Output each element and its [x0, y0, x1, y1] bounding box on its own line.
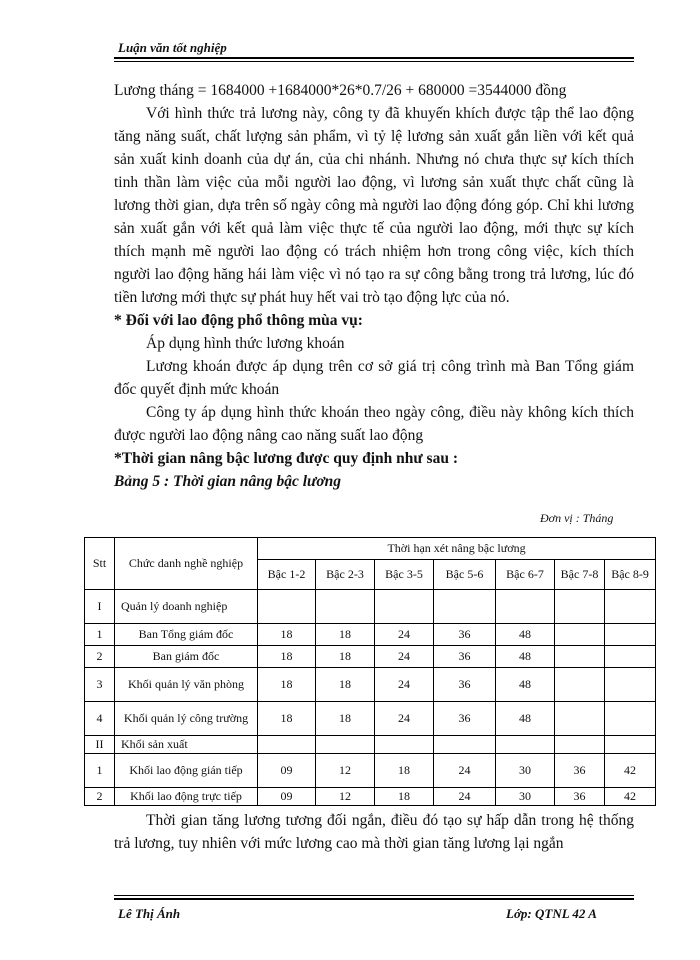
row-job-title: Ban giám đốc — [115, 646, 258, 668]
row-value: 24 — [434, 788, 496, 806]
row-value: 18 — [258, 702, 316, 736]
bottom-paragraph — [114, 809, 634, 855]
row-stt: I — [85, 590, 115, 624]
row-value: 18 — [316, 624, 375, 646]
row-value — [258, 590, 316, 624]
row-value: 18 — [316, 646, 375, 668]
row-value: 36 — [434, 646, 496, 668]
row-value: 36 — [434, 702, 496, 736]
row-value — [434, 736, 496, 754]
header-level: Bậc 1-2 — [258, 560, 316, 590]
header-level: Bậc 8-9 — [605, 560, 656, 590]
table-row — [85, 754, 656, 788]
row-job-title: Quản lý doanh nghiệp — [115, 590, 258, 624]
row-value: 36 — [555, 754, 605, 788]
table-row — [85, 668, 656, 702]
row-stt: 2 — [85, 646, 115, 668]
body-text — [114, 79, 634, 493]
row-job-title: Khối quản lý văn phòng — [115, 668, 258, 702]
heading-raise-time: *Thời gian nâng bậc lương được quy định như sau : — [114, 450, 458, 467]
row-job-title: Khối lao động gián tiếp — [115, 754, 258, 788]
row-value: 48 — [496, 624, 555, 646]
header-level: Bậc 6-7 — [496, 560, 555, 590]
row-value: 12 — [316, 754, 375, 788]
row-job-title: Khối quản lý công trường — [115, 702, 258, 736]
row-value — [605, 624, 656, 646]
row-value — [555, 646, 605, 668]
row-value: 24 — [375, 702, 434, 736]
row-value: 48 — [496, 668, 555, 702]
row-value: 36 — [434, 624, 496, 646]
row-value — [555, 668, 605, 702]
row-value — [605, 646, 656, 668]
footer-author: Lê Thị Ánh — [118, 906, 181, 921]
row-value: 24 — [434, 754, 496, 788]
row-stt: II — [85, 736, 115, 754]
row-value: 18 — [316, 668, 375, 702]
row-value: 18 — [258, 624, 316, 646]
table-row — [85, 624, 656, 646]
header-period-group: Thời hạn xét nâng bậc lương — [258, 538, 656, 560]
paragraph-4: Thời gian tăng lương tương đối ngắn, điều đó tạo sự hấp dẫn trong hệ thống trả lương, tuy nhiên với mức lương cao mà thời gian tăng lương lại ngắn — [114, 812, 634, 852]
row-value — [555, 590, 605, 624]
row-stt: 1 — [85, 624, 115, 646]
paragraph-3: Công ty áp dụng hình thức khoán theo ngày công, điều này không kích thích được người lao động nâng cao năng suất lao động — [114, 404, 634, 444]
row-value: 09 — [258, 788, 316, 806]
row-value — [555, 736, 605, 754]
footer-class: Lớp: QTNL 42 A — [506, 906, 597, 921]
row-stt: 4 — [85, 702, 115, 736]
line-apply-piecework: Áp dụng hình thức lương khoán — [146, 335, 345, 352]
paragraph-1: Với hình thức trả lương này, công ty đã khuyến khích được tập thể lao động tăng năng suất, chất lượng sản phẩm, vì tỷ lệ lương sản xuất gắn liền với kết quả sản xuất kinh doanh của dự án, của chi nhánh. Nhưng nó chưa thực sự kích thích tinh thần làm việc của mỗi người lao động, vì lương sản xuất thực chất cũng là lương thời gian, dựa trên số ngày công mà người lao động đóng góp. Chỉ khi lương sản xuất gắn với kết quả làm việc thực tế của người lao động, mới thực sự kích thích mạnh mẽ người lao động có trách nhiệm hơn trong công việc, kích thích người lao động hăng hái làm việc vì nó tạo ra sự công bằng trong trả lương, lúc đó tiền lương mới thực sự phát huy hết vai trò tạo động lực của nó. — [114, 105, 634, 306]
table-row — [85, 702, 656, 736]
row-value — [605, 590, 656, 624]
footer-rule — [114, 895, 634, 900]
header-stt: Stt — [85, 538, 115, 590]
table-row — [85, 788, 656, 806]
row-stt: 3 — [85, 668, 115, 702]
row-value: 30 — [496, 788, 555, 806]
row-value — [316, 736, 375, 754]
salary-formula: Lương tháng = 1684000 +1684000*26*0.7/26 + 680000 =3544000 đồng — [114, 82, 567, 99]
header-level: Bậc 7-8 — [555, 560, 605, 590]
row-value: 18 — [258, 668, 316, 702]
row-value — [496, 590, 555, 624]
header-title: Luận văn tốt nghiệp — [118, 40, 227, 55]
row-stt: 2 — [85, 788, 115, 806]
row-value — [258, 736, 316, 754]
table-row — [85, 736, 656, 754]
row-value — [605, 736, 656, 754]
heading-seasonal-labor: * Đối với lao động phổ thông mùa vụ: — [114, 312, 363, 329]
row-value: 42 — [605, 754, 656, 788]
row-value: 09 — [258, 754, 316, 788]
row-value: 18 — [375, 754, 434, 788]
header-job-title: Chức danh nghề nghiệp — [115, 538, 258, 590]
row-value — [496, 736, 555, 754]
paragraph-2: Lương khoán được áp dụng trên cơ sở giá trị công trình mà Ban Tổng giám đốc quyết định mức khoán — [114, 358, 634, 398]
header-level: Bậc 2-3 — [316, 560, 375, 590]
row-value — [605, 668, 656, 702]
row-job-title: Khối lao động trực tiếp — [115, 788, 258, 806]
row-stt: 1 — [85, 754, 115, 788]
row-value: 18 — [258, 646, 316, 668]
table-row — [85, 646, 656, 668]
table-row — [85, 590, 656, 624]
row-value: 18 — [375, 788, 434, 806]
row-value: 30 — [496, 754, 555, 788]
row-value: 24 — [375, 668, 434, 702]
row-job-title: Ban Tổng giám đốc — [115, 624, 258, 646]
row-value: 42 — [605, 788, 656, 806]
row-value — [555, 624, 605, 646]
row-value: 24 — [375, 646, 434, 668]
salary-raise-table — [84, 537, 656, 806]
header-rule — [114, 57, 634, 62]
row-value — [375, 736, 434, 754]
row-value — [375, 590, 434, 624]
row-value: 48 — [496, 646, 555, 668]
row-value — [434, 590, 496, 624]
row-value: 48 — [496, 702, 555, 736]
table-title: Bảng 5 : Thời gian nâng bậc lương — [114, 473, 342, 490]
row-job-title: Khối sản xuất — [115, 736, 258, 754]
row-value: 18 — [316, 702, 375, 736]
table-unit: Đơn vị : Tháng — [540, 511, 614, 525]
row-value — [316, 590, 375, 624]
row-value: 36 — [434, 668, 496, 702]
header-level: Bậc 3-5 — [375, 560, 434, 590]
header-level: Bậc 5-6 — [434, 560, 496, 590]
row-value: 36 — [555, 788, 605, 806]
row-value — [555, 702, 605, 736]
row-value: 24 — [375, 624, 434, 646]
row-value: 12 — [316, 788, 375, 806]
row-value — [605, 702, 656, 736]
